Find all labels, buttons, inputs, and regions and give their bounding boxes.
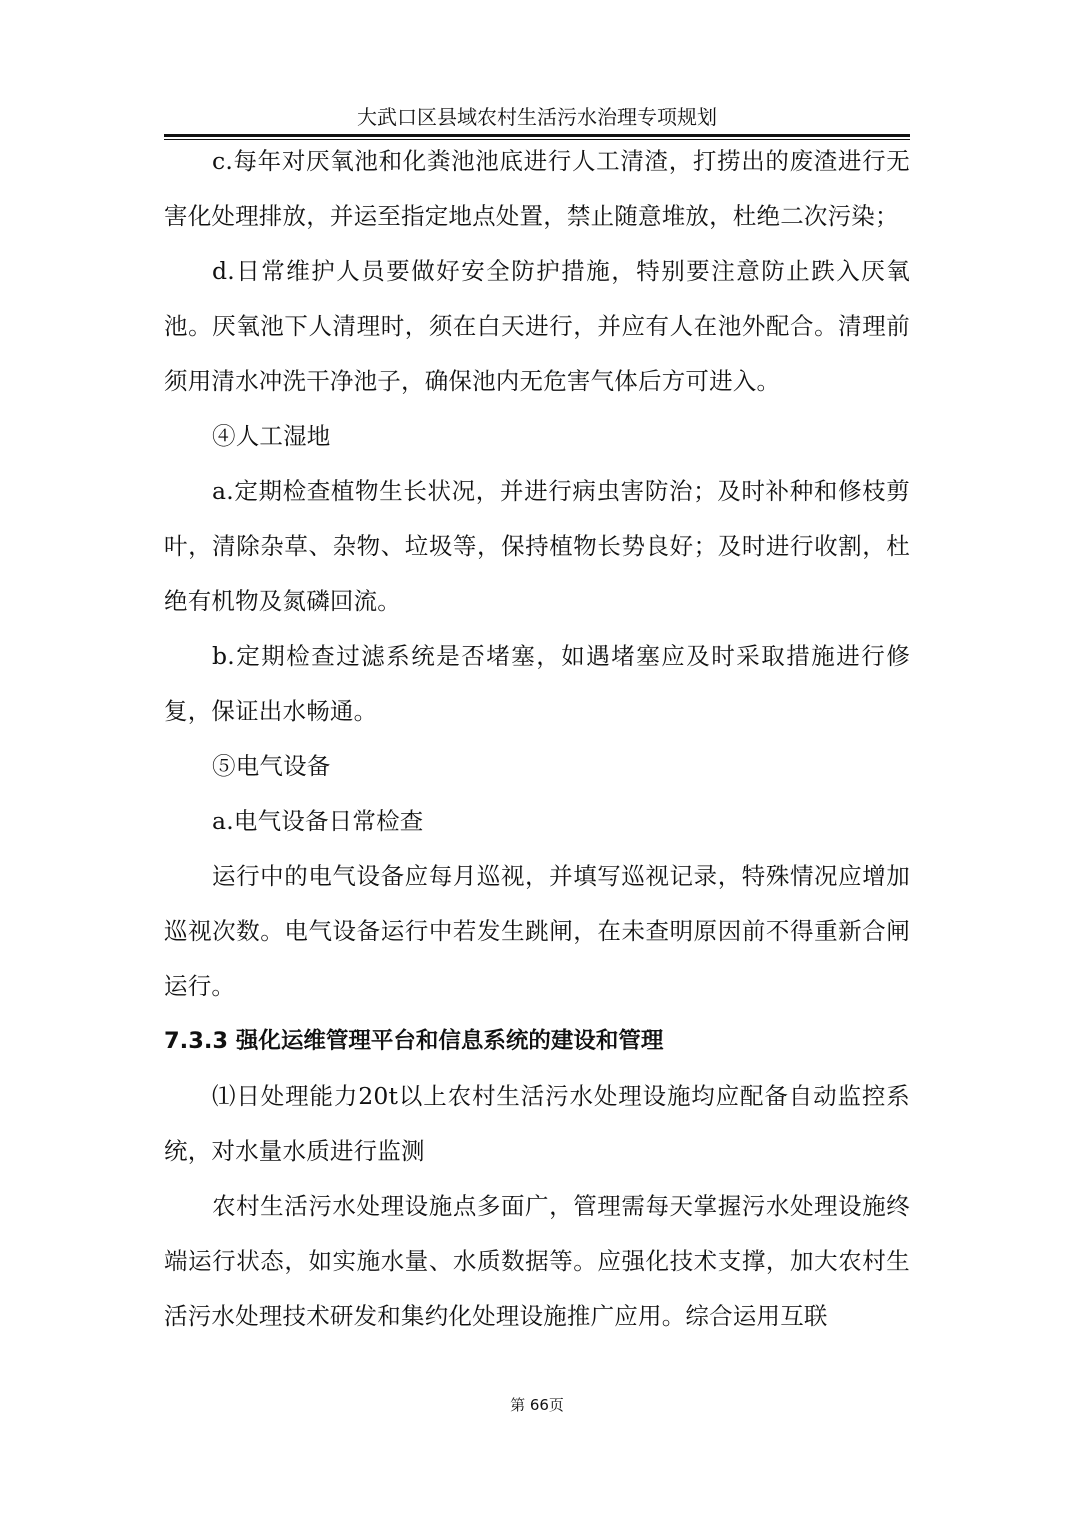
subheading-electrical-equipment: ⑤电气设备 — [212, 752, 331, 780]
paragraph-electrical-inspection: 运行中的电气设备应每月巡视，并填写巡视记录，特殊情况应增加巡视次数。电气设备运行中若发生跳闸，在未查明原因前不得重新合闸运行。 — [164, 862, 910, 1000]
paragraph-a-electrical-daily-check: a.电气设备日常检查 — [212, 807, 424, 835]
page-number: 第 66页 — [510, 1396, 564, 1414]
paragraph-d-safety: d.日常维护人员要做好安全防护措施，特别要注意防止跌入厌氧池。厌氧池下人清理时，须在白天进行，并应有人在池外配合。清理前须用清水冲洗干净池子，确保池内无危害气体后方可进入。 — [164, 257, 910, 395]
section-heading-7-3-3: 7.3.3 强化运维管理平台和信息系统的建设和管理 — [164, 1028, 664, 1054]
page-header-title: 大武口区县域农村生活污水治理专项规划 — [357, 105, 717, 129]
paragraph-1-auto-monitoring: ⑴日处理能力20t以上农村生活污水处理设施均应配备自动监控系统，对水量水质进行监测 — [164, 1082, 910, 1165]
paragraph-b-filter-check: b.定期检查过滤系统是否堵塞，如遇堵塞应及时采取措施进行修复，保证出水畅通。 — [164, 642, 910, 725]
body-text — [164, 134, 910, 1344]
paragraph-c-clean-sludge: c.每年对厌氧池和化粪池池底进行人工清渣，打捞出的废渣进行无害化处理排放，并运至指定地点处置，禁止随意堆放，杜绝二次污染； — [164, 147, 910, 230]
paragraph-a-plant-check: a.定期检查植物生长状况，并进行病虫害防治；及时补种和修枝剪叶，清除杂草、杂物、垃圾等，保持植物长势良好；及时进行收割，杜绝有机物及氮磷回流。 — [164, 477, 910, 615]
subheading-constructed-wetland: ④人工湿地 — [212, 422, 331, 450]
paragraph-facility-management: 农村生活污水处理设施点多面广，管理需每天掌握污水处理设施终端运行状态，如实施水量、水质数据等。应强化技术支撑，加大农村生活污水处理技术研发和集约化处理设施推广应用。综合运用互联 — [164, 1192, 910, 1330]
